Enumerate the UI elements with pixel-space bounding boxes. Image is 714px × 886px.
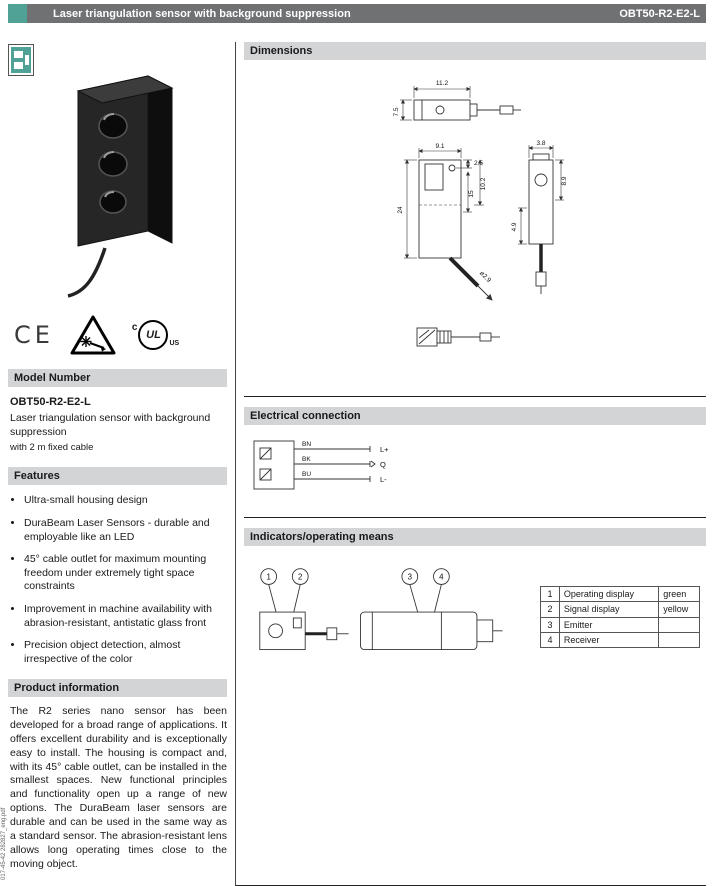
indicator-number: 1 — [541, 587, 560, 602]
dimension-drawing — [244, 60, 706, 396]
certifications — [14, 313, 227, 357]
table-row — [541, 617, 700, 632]
document-footnote-vertical: 017-45-42 282827_eng.pdf — [1, 807, 7, 880]
indicator-label: Emitter — [559, 617, 658, 632]
table-row — [541, 602, 700, 617]
culus-mark — [132, 320, 179, 350]
right-column — [236, 42, 706, 886]
dimension-label: 2.5 — [474, 160, 484, 167]
product-category-icon — [8, 44, 34, 76]
dimension-label: ø2.9 — [477, 269, 493, 285]
section-heading-model-number: Model Number — [8, 369, 227, 387]
culus-c: c — [131, 322, 138, 333]
indicator-number: 4 — [541, 632, 560, 647]
ce-mark: CE — [14, 321, 54, 349]
page-title: Laser triangulation sensor with background suppression — [53, 7, 351, 20]
section-heading-product-information: Product information — [8, 679, 227, 697]
callout-3: 3 — [407, 572, 413, 582]
product-information-text: The R2 series nano sensor has been developed for a broad range of applications. It offers excellent durability and is exceptionally easy to install. The housing is compact and, with its 45° cable outlet, can be installed in the smallest spaces. New functional principles and functionality open up a range of new options. The DuraBeam laser sensors are durable and can be used in the same way as a standard sensor. The abrasion-resistant lens allows long operating times close to the moving object. — [10, 704, 227, 871]
feature-item: • Improvement in machine availability with abrasion-resistant, antistatic glass front — [24, 603, 227, 630]
laser-warning-icon — [70, 314, 116, 356]
cable-note: with 2 m fixed cable — [10, 442, 94, 454]
indicator-number: 2 — [541, 602, 560, 617]
dimension-label: 15 — [468, 190, 475, 198]
header-model-number: OBT50-R2-E2-L — [619, 7, 700, 20]
indicators-section — [244, 560, 706, 675]
table-row — [541, 587, 700, 602]
dimension-label: 11.2 — [435, 80, 449, 87]
indicators-drawing — [244, 560, 540, 675]
section-divider — [244, 396, 706, 397]
spacer — [244, 675, 706, 885]
left-column — [8, 42, 236, 886]
feature-item: • Precision object detection, almost irrespective of the color — [24, 639, 227, 666]
feature-item: • Ultra-small housing design — [24, 494, 227, 508]
terminal-label-lplus: L+ — [380, 445, 389, 454]
dimension-label: 3.8 — [536, 140, 546, 147]
terminal-label-q: Q — [380, 460, 386, 469]
section-heading-electrical: Electrical connection — [244, 407, 706, 425]
indicators-table — [540, 586, 700, 648]
table-row — [541, 632, 700, 647]
wire-label-bk: BK — [302, 456, 311, 463]
section-heading-features: Features — [8, 467, 227, 485]
dimension-label: 4.9 — [511, 222, 518, 232]
content-columns — [8, 42, 706, 886]
wire-label-bn: BN — [302, 441, 312, 448]
indicator-label: Signal display — [559, 602, 658, 617]
model-number: OBT50-R2-E2-L — [10, 396, 91, 408]
callout-4: 4 — [439, 572, 444, 582]
dimension-label: 8.9 — [561, 176, 568, 186]
dimension-label: 9.1 — [435, 143, 445, 150]
section-divider — [244, 517, 706, 518]
culus-us: US — [169, 340, 180, 347]
section-heading-dimensions: Dimensions — [244, 42, 706, 60]
wire-label-bu: BU — [302, 471, 312, 478]
callout-2: 2 — [298, 572, 303, 582]
terminal-label-lminus: L- — [380, 475, 387, 484]
features-list — [10, 494, 227, 666]
indicator-number: 3 — [541, 617, 560, 632]
indicator-value — [659, 632, 700, 647]
wiring-diagram — [244, 431, 706, 517]
feature-item: • DuraBeam Laser Sensors - durable and employable like an LED — [24, 517, 227, 544]
indicator-value: green — [659, 587, 700, 602]
dimension-label: 7.5 — [393, 107, 400, 117]
title-bar-background — [27, 4, 706, 23]
feature-item: • 45° cable outlet for maximum mounting freedom under extremely tight space constraints — [24, 553, 227, 594]
title-bar — [8, 4, 706, 23]
callout-1: 1 — [266, 572, 271, 582]
indicator-value — [659, 617, 700, 632]
model-description: Laser triangulation sensor with background suppression — [10, 412, 211, 438]
indicator-label: Operating display — [559, 587, 658, 602]
brand-accent-square — [8, 4, 27, 23]
dimension-label: 24 — [397, 206, 404, 214]
dimension-label: 10.2 — [480, 177, 487, 191]
section-heading-indicators: Indicators/operating means — [244, 528, 706, 546]
indicator-label: Receiver — [559, 632, 658, 647]
product-photo — [50, 46, 200, 301]
culus-ul: UL — [138, 320, 168, 350]
indicator-value: yellow — [659, 602, 700, 617]
